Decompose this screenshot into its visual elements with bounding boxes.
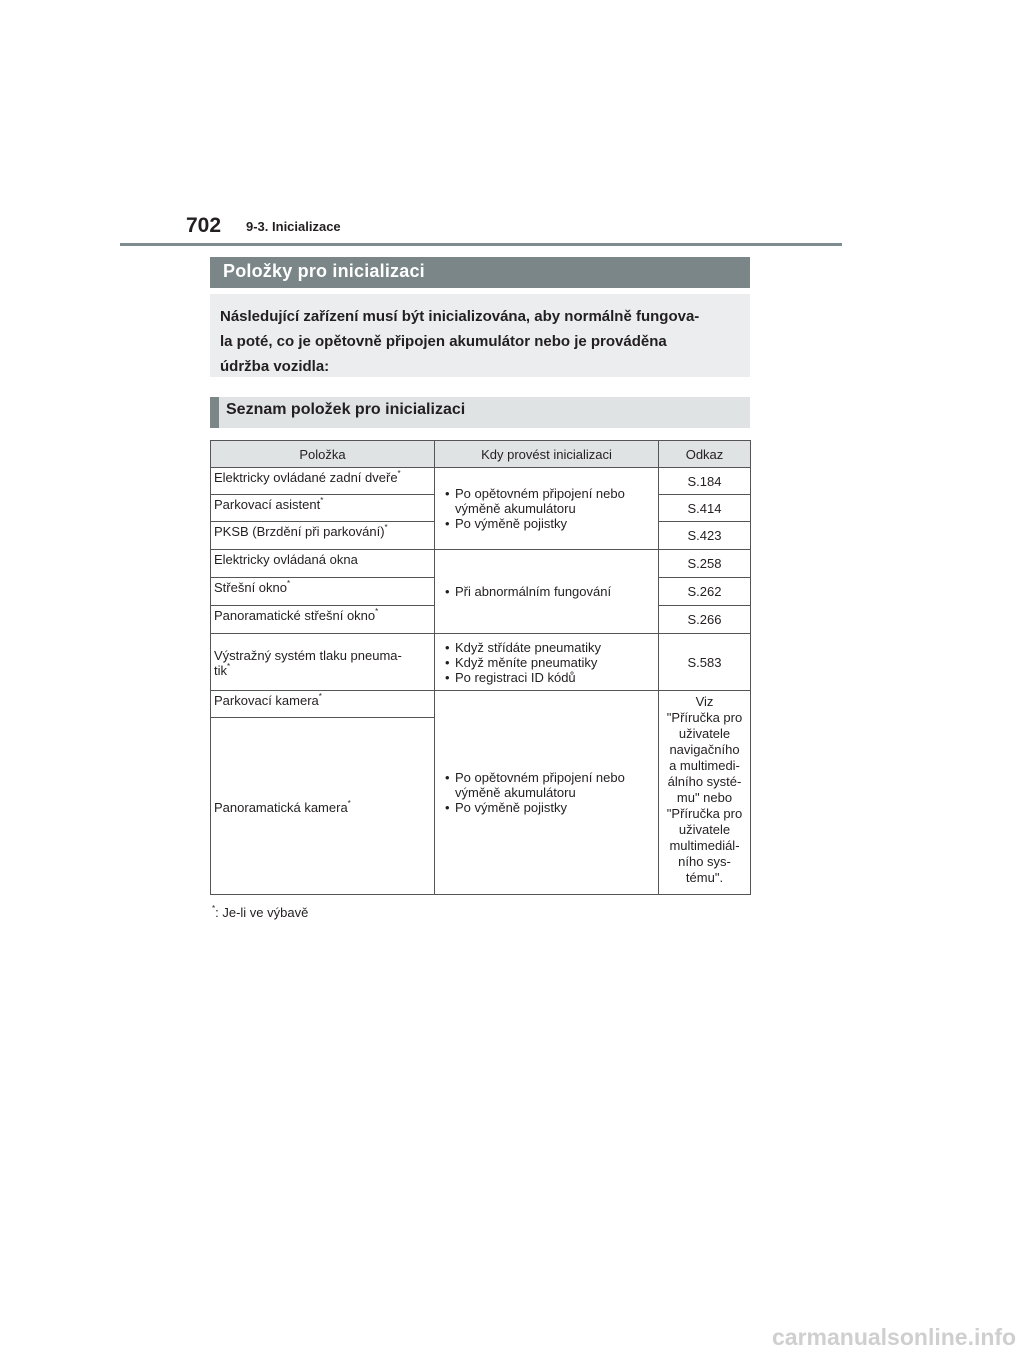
- ref-cell: S.423: [659, 522, 751, 550]
- when-cell: [435, 550, 659, 634]
- footnote-marker: *: [320, 496, 324, 505]
- table-row: [211, 691, 751, 718]
- initialization-table: [210, 440, 751, 895]
- item-cell: Elektricky ovládaná okna: [211, 550, 435, 578]
- initialization-table-wrapper: [210, 440, 750, 895]
- bullet-item: • Když střídáte pneumatiky: [445, 640, 654, 655]
- ref-cell-camera: Viz "Příručka pro uživatele navigačního a multimedi- álního systé- mu" nebo "Příručka pro uživatele multimediál- ního sys- tému".: [659, 691, 751, 895]
- footnote-marker: *: [318, 692, 322, 701]
- when-cell: [435, 691, 659, 895]
- subheading: Seznam položek pro inicializaci: [210, 397, 750, 428]
- table-row: [211, 550, 751, 578]
- footnote-marker: *: [227, 662, 231, 671]
- ref-cell: S.258: [659, 550, 751, 578]
- when-cell: [435, 468, 659, 550]
- item-cell: Parkovací asistent*: [211, 495, 435, 522]
- item-cell: Elektricky ovládané zadní dveře*: [211, 468, 435, 495]
- footnote-marker: *: [384, 523, 388, 532]
- intro-line: Následující zařízení musí být inicializována, aby normálně fungova-: [220, 308, 700, 325]
- footnote-marker: *: [347, 798, 351, 808]
- watermark: carmanualsonline.info: [772, 1324, 1016, 1350]
- bullet-item: • Po výměně pojistky: [445, 800, 654, 815]
- table-row: [211, 468, 751, 495]
- ref-cell: S.262: [659, 578, 751, 606]
- page-number: 702: [186, 214, 222, 237]
- item-cell: Panoramatická kamera*: [211, 718, 435, 895]
- table-header-row: [211, 441, 751, 468]
- header-divider: [120, 243, 842, 246]
- table-row: [211, 634, 751, 691]
- column-header: Kdy provést inicializaci: [435, 441, 659, 468]
- banner-title: Položky pro inicializaci: [210, 257, 750, 288]
- item-cell: Výstražný systém tlaku pneuma- tik*: [211, 634, 435, 691]
- bullet-item: • Po výměně pojistky: [445, 516, 654, 531]
- item-cell: PKSB (Brzdění při parkování)*: [211, 522, 435, 550]
- column-header: Odkaz: [659, 441, 751, 468]
- intro-line: údržba vozidla:: [220, 358, 330, 375]
- column-header: Položka: [211, 441, 435, 468]
- footnote: *: Je-li ve výbavě: [212, 904, 309, 920]
- ref-cell: S.184: [659, 468, 751, 495]
- bullet-item: • Po opětovném připojení nebo výměně akumulátoru: [445, 486, 654, 516]
- bullet-item: • Po registraci ID kódů: [445, 670, 654, 685]
- ref-cell: S.583: [659, 634, 751, 691]
- item-cell: Střešní okno*: [211, 578, 435, 606]
- item-cell: Parkovací kamera*: [211, 691, 435, 718]
- ref-cell: S.414: [659, 495, 751, 522]
- bullet-item: • Po opětovném připojení nebo výměně akumulátoru: [445, 770, 654, 800]
- section-title: 9-3. Inicializace: [246, 219, 341, 234]
- when-cell: [435, 634, 659, 691]
- footnote-marker: *: [397, 469, 401, 478]
- intro-line: la poté, co je opětovně připojen akumulátor nebo je prováděna: [220, 333, 667, 350]
- item-cell: Panoramatické střešní okno*: [211, 606, 435, 634]
- intro-box: [210, 294, 750, 377]
- bullet-item: • Když měníte pneumatiky: [445, 655, 654, 670]
- ref-cell: S.266: [659, 606, 751, 634]
- footnote-marker: *: [375, 607, 379, 616]
- footnote-marker: *: [212, 904, 216, 913]
- footnote-marker: *: [287, 579, 291, 588]
- bullet-item: • Při abnormálním fungování: [445, 584, 654, 599]
